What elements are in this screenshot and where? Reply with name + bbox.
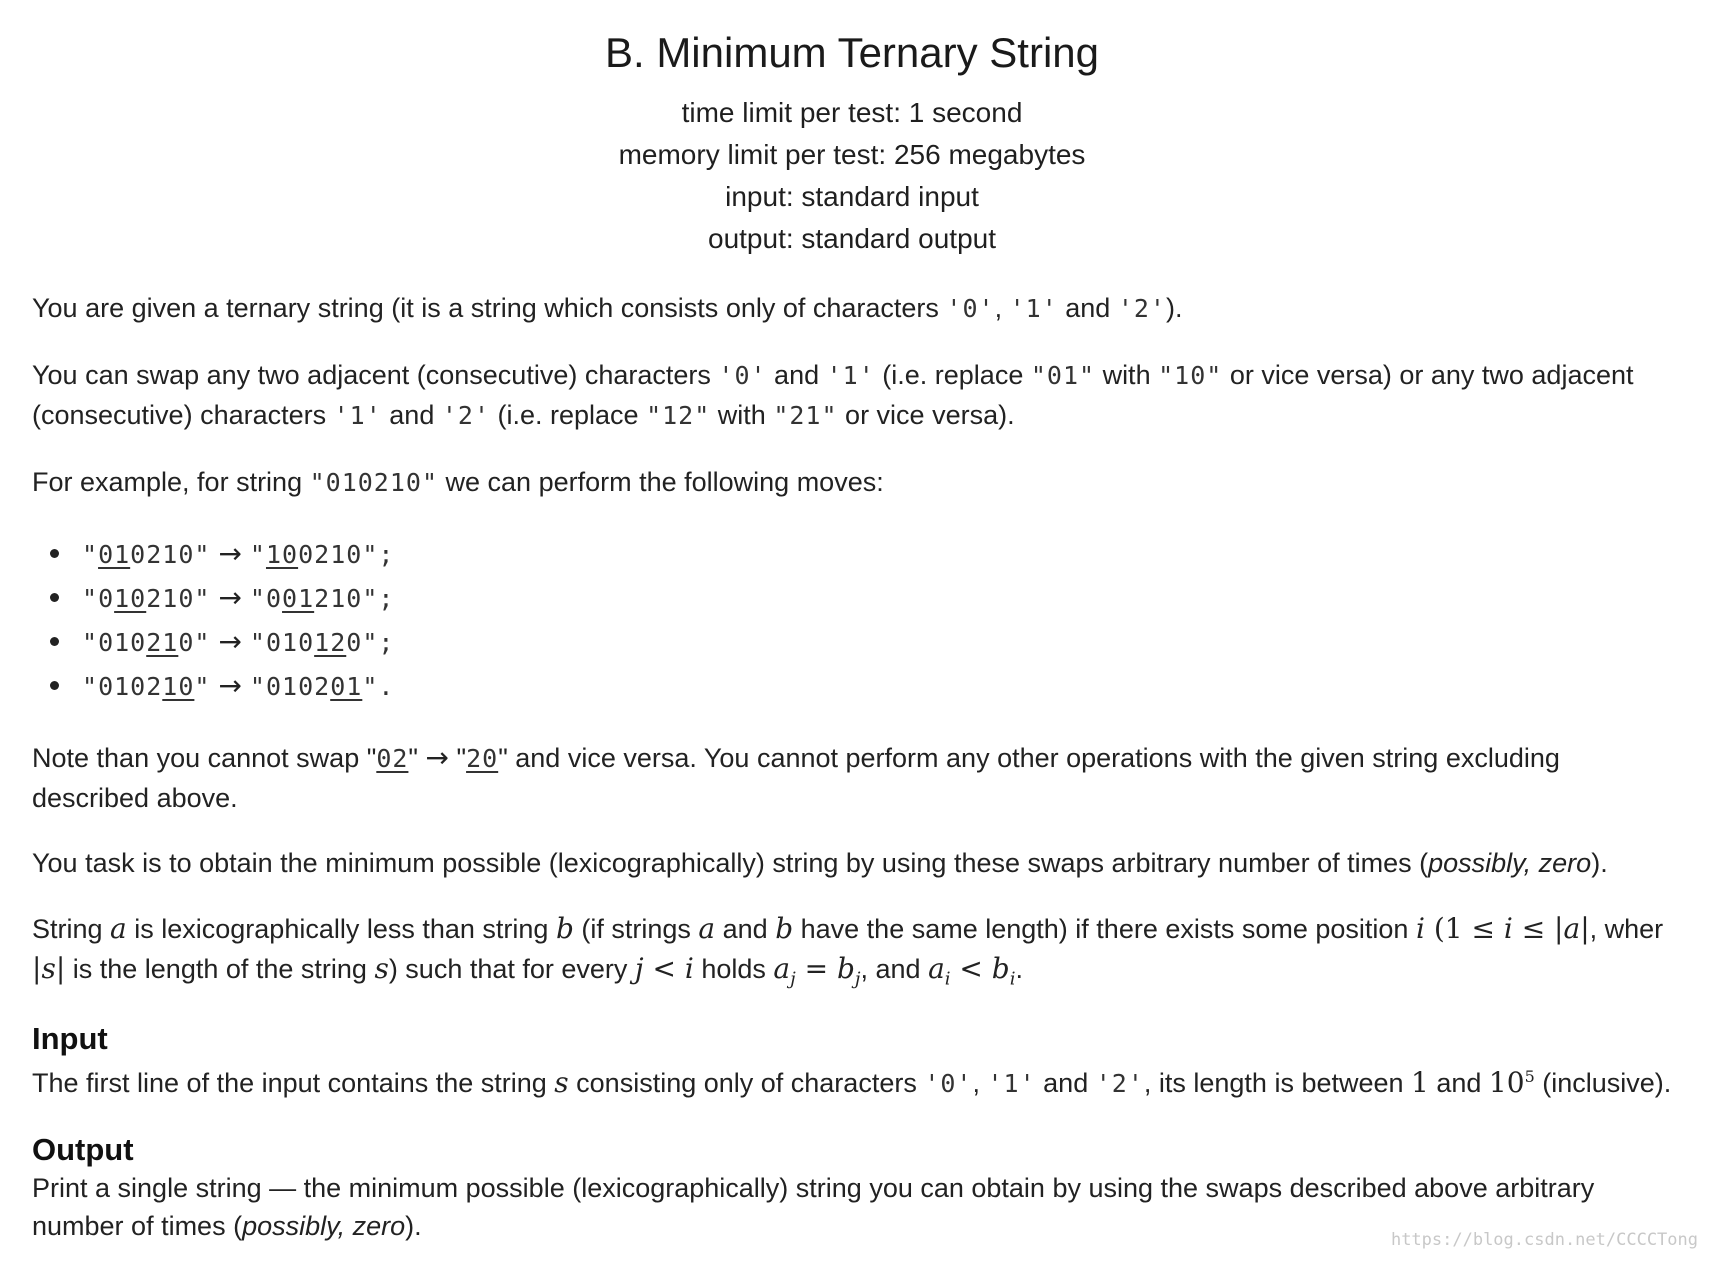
move-from: "010210" xyxy=(82,584,211,613)
text: " xyxy=(448,743,467,773)
text: " xyxy=(408,743,426,773)
right-arrow-icon: → xyxy=(218,581,242,614)
list-item xyxy=(32,576,394,620)
char-0: '0' xyxy=(946,294,995,323)
statement-paragraph-6-line-2: |s| is the length of the string s) such that for every j < i holds $a_j = b_j$, and $a_i < b_i$. xyxy=(32,952,1024,990)
output-section-title: Output xyxy=(32,1132,134,1167)
text: described above. xyxy=(32,783,238,813)
string-10: "10" xyxy=(1158,361,1223,390)
string-20: 20 xyxy=(466,744,499,773)
text: or vice versa). xyxy=(837,400,1015,430)
statement-paragraph-5 xyxy=(32,843,1608,883)
output-description-line-2: number of times (possibly, zero). xyxy=(32,1211,422,1241)
string-02: 02 xyxy=(376,744,409,773)
string-01: "01" xyxy=(1030,361,1096,390)
list-item xyxy=(32,532,394,576)
text: or vice versa) or any two adjacent xyxy=(1222,360,1634,390)
right-arrow-icon: → xyxy=(425,741,449,774)
char-0: '0' xyxy=(718,361,767,390)
statement-paragraph-1 xyxy=(32,288,1182,329)
statement-paragraph-6-line-1: String a is lexicographically less than string b (if strings a and b have the same length) if there exists some position i (1 ≤ i ≤ |a|, wher xyxy=(32,912,1664,945)
char-1: '1' xyxy=(333,401,382,430)
text: Note than you cannot swap " xyxy=(32,743,377,773)
bullet-icon xyxy=(50,681,59,690)
text: with xyxy=(1095,360,1159,390)
list-item xyxy=(32,664,394,708)
char-1: '1' xyxy=(826,361,875,390)
statement-paragraph-4-line-1 xyxy=(32,738,1560,779)
moves-list xyxy=(32,532,394,708)
move-from: "010210" xyxy=(82,540,211,569)
text: ). xyxy=(1165,293,1183,323)
text: For example, for string xyxy=(32,467,310,497)
bullet-icon xyxy=(50,549,59,558)
text: and xyxy=(381,400,442,430)
move-from: "010210" xyxy=(82,628,211,657)
move-to: "001210"; xyxy=(249,584,395,613)
list-item xyxy=(32,620,394,664)
text: ). xyxy=(1591,848,1608,878)
move-to: "010201". xyxy=(249,672,395,701)
text: You are given a ternary string (it is a string which consists only of characters xyxy=(32,293,947,323)
text: " and vice versa. You cannot perform any other operations with the given string excluding xyxy=(498,743,1560,773)
text: , xyxy=(994,293,1010,323)
move-to: "100210"; xyxy=(249,540,395,569)
char-1: '1' xyxy=(1009,294,1058,323)
statement-paragraph-2-line-2 xyxy=(32,395,1015,436)
bullet-icon xyxy=(50,593,59,602)
char-2: '2' xyxy=(441,401,490,430)
memory-limit: memory limit per test: 256 megabytes xyxy=(618,139,1086,170)
example-string: "010210" xyxy=(309,468,439,497)
text: You can swap any two adjacent (consecutive) characters xyxy=(32,360,719,390)
text: (consecutive) characters xyxy=(32,400,334,430)
input-description: The first line of the input contains the string s consisting only of characters '0', '1' and '2', its length is between 1 and $10^5$ (inclusive). xyxy=(32,1066,1672,1099)
char-2: '2' xyxy=(1117,294,1166,323)
move-to: "010120"; xyxy=(249,628,395,657)
time-limit: time limit per test: 1 second xyxy=(681,97,1023,128)
statement-paragraph-2-line-1 xyxy=(32,355,1634,396)
string-21: "21" xyxy=(773,401,838,430)
output-spec: output: standard output xyxy=(708,223,996,254)
input-section-title: Input xyxy=(32,1021,108,1056)
emphasis: possibly, zero xyxy=(1428,848,1592,878)
bullet-icon xyxy=(50,637,59,646)
text: we can perform the following moves: xyxy=(438,467,884,497)
watermark: https://blog.csdn.net/CCCCTong xyxy=(1390,1230,1698,1250)
statement-paragraph-3 xyxy=(32,462,884,503)
text: (i.e. replace xyxy=(490,400,647,430)
problem-title: B. Minimum Ternary String xyxy=(604,29,1100,76)
right-arrow-icon: → xyxy=(218,625,242,658)
text: You task is to obtain the minimum possible (lexicographically) string by using these swaps arbitrary number of times ( xyxy=(32,848,1429,878)
string-12: "12" xyxy=(646,401,711,430)
right-arrow-icon: → xyxy=(218,537,242,570)
output-description-line-1: Print a single string — the minimum possible (lexicographically) string you can obtain by using the swaps described above arbitrary xyxy=(32,1173,1595,1203)
move-from: "010210" xyxy=(82,672,211,701)
text: with xyxy=(710,400,774,430)
text: (i.e. replace xyxy=(874,360,1031,390)
right-arrow-icon: → xyxy=(218,669,242,702)
text: and xyxy=(1057,293,1118,323)
statement-paragraph-4-line-2 xyxy=(32,778,238,818)
problem-header xyxy=(32,28,1672,260)
input-spec: input: standard input xyxy=(725,181,979,212)
text: and xyxy=(766,360,827,390)
